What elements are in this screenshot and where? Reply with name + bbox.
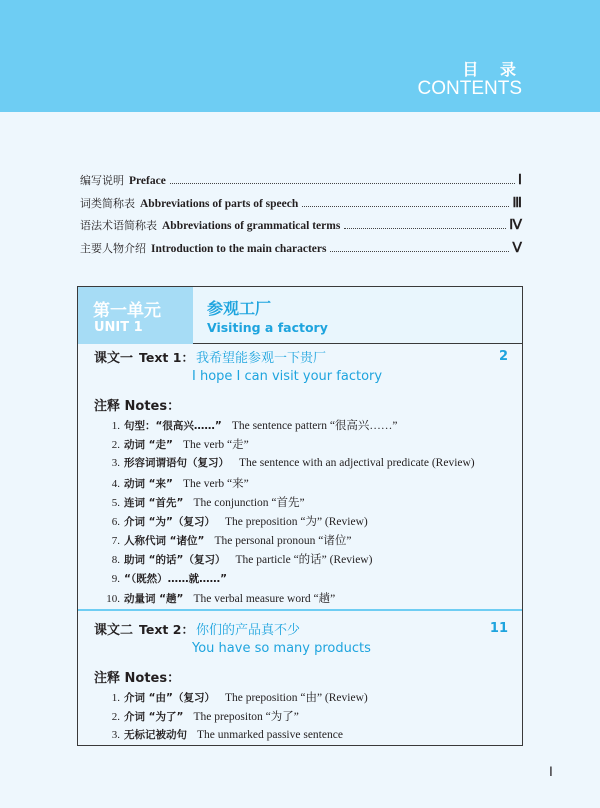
- note-number: 2.: [111, 711, 120, 724]
- note-item: [104, 513, 522, 532]
- lesson-label-en: Text 1: [139, 350, 182, 365]
- note-cn: 助词 “的话”（复习）: [124, 554, 226, 567]
- note-en: The preposition “为” (Review): [224, 515, 368, 528]
- toc-entry-page: Ⅲ: [512, 195, 522, 211]
- notes-heading: 注释 Notes：: [94, 399, 181, 414]
- toc-entry-cn: 主要人物介绍: [80, 241, 146, 255]
- note-en: The personal pronoun “诸位”: [214, 535, 352, 548]
- lesson-label-cn: 课文二: [94, 623, 134, 638]
- unit-label-block: [78, 287, 193, 344]
- contents-title-en: CONTENTS: [417, 78, 522, 99]
- note-number: 8.: [111, 554, 120, 567]
- note-item: [104, 475, 522, 494]
- header-band: [0, 0, 600, 112]
- note-cn: 连词 “首先”: [124, 496, 184, 509]
- note-cn: 人称代词 “诸位”: [124, 535, 205, 548]
- front-matter-toc: [80, 172, 522, 262]
- lesson-title-en: I hope I can visit your factory: [192, 369, 383, 384]
- note-number: 6.: [111, 515, 120, 528]
- note-number: 9.: [111, 572, 120, 585]
- toc-entry-grammatical-terms[interactable]: [80, 217, 522, 240]
- unit-header[interactable]: [78, 287, 522, 344]
- note-cn: 动量词 “趟”: [124, 592, 184, 605]
- toc-entry-parts-of-speech[interactable]: [80, 195, 522, 218]
- notes-heading: 注释 Notes：: [94, 671, 181, 686]
- lesson-colon: ：: [181, 622, 194, 637]
- note-number: 3.: [111, 729, 120, 742]
- note-number: 4.: [111, 477, 120, 490]
- lesson-page-number: 2: [498, 349, 508, 364]
- note-en: The verb “来”: [182, 477, 249, 490]
- unit-title-en: Visiting a factory: [207, 320, 328, 335]
- note-number: 1.: [111, 420, 120, 432]
- note-en: The verbal measure word “趟”: [193, 592, 336, 605]
- lesson-colon: ：: [181, 350, 194, 365]
- lesson-heading[interactable]: [94, 619, 522, 641]
- note-en: The sentence pattern “很高兴……”: [231, 420, 398, 432]
- note-cn: 动词 “来”: [124, 477, 173, 490]
- lesson-title-cn: 你们的产品真不少: [195, 623, 300, 638]
- lesson-heading[interactable]: [94, 347, 522, 369]
- toc-entry-en: Preface: [129, 175, 166, 187]
- note-number: 3.: [111, 457, 120, 470]
- unit-title-cn: 参观工厂: [207, 299, 272, 318]
- note-number: 1.: [111, 692, 120, 704]
- note-cn: 介词 “为了”: [124, 711, 184, 724]
- note-item: [104, 494, 522, 513]
- note-en: The unmarked passive sentence: [197, 729, 343, 742]
- dot-leader: [344, 228, 506, 229]
- dot-leader: [170, 183, 515, 184]
- toc-entry-en: Introduction to the main characters: [151, 242, 327, 255]
- toc-entry-cn: 词类简称表: [80, 196, 135, 210]
- note-number: 5.: [111, 496, 120, 509]
- notes-list: [104, 417, 522, 609]
- note-number: 10.: [106, 592, 120, 605]
- toc-entry-main-characters[interactable]: [80, 240, 522, 263]
- toc-entry-cn: 语法术语简称表: [80, 219, 157, 232]
- note-en: The sentence with an adjectival predicate (Review): [239, 457, 475, 470]
- note-cn: 介词 “由”（复习）: [124, 692, 215, 704]
- lesson-page-number: 11: [489, 621, 508, 636]
- lesson-label-en: Text 2: [139, 622, 182, 637]
- note-cn: “（既然）……就……”: [124, 572, 228, 585]
- note-cn: 形容词谓语句（复习）: [124, 457, 229, 470]
- note-item: [104, 532, 522, 551]
- unit-1-box: [77, 286, 523, 746]
- toc-entry-cn: 编写说明: [80, 174, 124, 187]
- note-en: The preposition “由” (Review): [224, 692, 368, 704]
- note-item: [104, 727, 522, 746]
- page-number: Ⅰ: [549, 764, 553, 779]
- note-cn: 无标记被动句: [124, 729, 187, 742]
- dot-leader: [330, 251, 509, 252]
- note-item: [104, 551, 522, 570]
- toc-entry-page: Ⅳ: [509, 218, 522, 233]
- note-en: The particle “的话” (Review): [235, 554, 373, 567]
- toc-entry-en: Abbreviations of parts of speech: [140, 197, 299, 210]
- dot-leader: [302, 206, 509, 207]
- toc-entry-en: Abbreviations of grammatical terms: [162, 220, 341, 232]
- unit-label-cn: 第一单元: [93, 301, 161, 321]
- lesson-text-1: [78, 347, 522, 609]
- toc-entry-page: Ⅴ: [512, 240, 522, 256]
- note-item: [104, 436, 522, 455]
- unit-label-en: UNIT 1: [94, 320, 143, 335]
- note-item: [104, 590, 522, 609]
- lesson-text-2: [78, 609, 522, 747]
- note-number: 2.: [111, 439, 120, 452]
- lesson-title-en: You have so many products: [192, 641, 371, 656]
- lesson-title-cn: 我希望能参观一下贵厂: [195, 351, 326, 366]
- note-en: The conjunction “首先”: [193, 496, 305, 509]
- note-en: The prepositon “为了”: [193, 711, 299, 724]
- notes-list: [104, 689, 522, 747]
- note-cn: 介词 “为”（复习）: [124, 515, 215, 528]
- note-item: [104, 708, 522, 727]
- note-item: [104, 571, 522, 590]
- lesson-label-cn: 课文一: [94, 351, 134, 366]
- note-cn: 句型：“很高兴……”: [124, 420, 222, 432]
- note-item: [104, 455, 522, 474]
- note-number: 7.: [111, 535, 120, 548]
- note-item: [104, 689, 522, 708]
- note-en: The verb “走”: [182, 439, 249, 452]
- note-item: [104, 417, 522, 436]
- toc-entry-page: Ⅰ: [517, 173, 522, 188]
- toc-entry-preface[interactable]: [80, 172, 522, 195]
- note-cn: 动词 “走”: [124, 439, 173, 452]
- contents-title-cn: 目 录: [462, 60, 524, 79]
